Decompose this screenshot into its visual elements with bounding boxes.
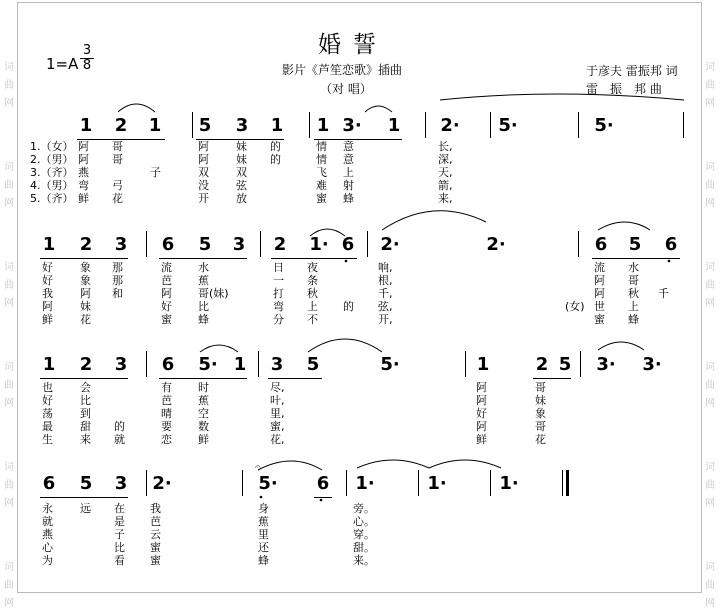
lyric: 的	[343, 300, 354, 313]
lyric: 看	[114, 554, 125, 567]
lyric: 花	[80, 313, 91, 326]
song-title: 婚誓	[318, 32, 388, 58]
tie	[429, 460, 501, 468]
lyric: 来。	[353, 554, 375, 567]
lyric: 鲜	[78, 192, 89, 205]
lyric: 上	[307, 300, 318, 313]
lyric: 芭	[150, 515, 161, 528]
slur	[365, 106, 392, 112]
note: 1	[148, 115, 162, 136]
watermark-char: 曲	[705, 180, 715, 191]
lyric: (女)	[565, 300, 585, 313]
lyric: 世	[594, 300, 605, 313]
lyric: 意	[343, 153, 354, 166]
time-signature-top: 3	[82, 43, 92, 58]
lyric: 远	[80, 502, 91, 515]
watermark-char: 词	[4, 362, 14, 373]
lyric: 弦	[236, 179, 247, 192]
tie	[357, 460, 429, 468]
slur	[310, 229, 345, 236]
lyric: 晴	[161, 407, 172, 420]
lyric: 秋	[307, 287, 318, 300]
lyric: 流	[161, 261, 172, 274]
lyric: 上	[343, 166, 354, 179]
watermark-char: 词	[705, 562, 715, 573]
credit-music: 雷 振 邦 曲	[586, 82, 662, 96]
lyric: 弓	[112, 179, 123, 192]
lyric: 上	[628, 300, 639, 313]
lyric: 叶,	[270, 394, 285, 407]
verse-marker: 4.（男）	[30, 179, 74, 192]
lyric: 蜜	[150, 554, 161, 567]
slur	[200, 345, 238, 352]
lyric: 蜜	[161, 313, 172, 326]
note: 2·	[380, 234, 400, 255]
lyric: 在	[114, 502, 125, 515]
note: 3·	[596, 354, 616, 375]
lyric: 蜜	[316, 192, 327, 205]
lyric: 水	[198, 261, 209, 274]
lyric: 我	[42, 287, 53, 300]
lyric: 好	[42, 274, 53, 287]
watermark-char: 曲	[4, 580, 14, 591]
watermark-char: 词	[4, 462, 14, 473]
lyric: 那	[112, 274, 123, 287]
lyric: 双	[198, 166, 209, 179]
note: 6	[161, 234, 175, 255]
lyric: 芭	[161, 274, 172, 287]
lyric: 根,	[378, 274, 393, 287]
fermata-mark: 𝄐	[255, 462, 261, 473]
lyric: 鲜	[476, 433, 487, 446]
lyric: 心	[42, 541, 53, 554]
watermark-char: 曲	[705, 380, 715, 391]
verse-marker: 3.（齐）	[30, 166, 74, 179]
lyric: 要	[161, 420, 172, 433]
lyric: 比	[198, 300, 209, 313]
note: 5	[198, 115, 212, 136]
lyric: 响,	[378, 261, 393, 274]
lyric: 恋	[161, 433, 172, 446]
note: 6	[42, 473, 56, 494]
watermark-char: 曲	[705, 580, 715, 591]
note: 3	[235, 115, 249, 136]
lyric: 比	[80, 394, 91, 407]
verse-marker: 5.（齐）	[30, 192, 74, 205]
lyric: 阿	[476, 381, 487, 394]
lyric: 妹	[535, 394, 546, 407]
lyric: 子	[150, 166, 161, 179]
lyric: 蜂	[198, 313, 209, 326]
lyric: 里,	[270, 407, 285, 420]
lyric: 阿	[78, 153, 89, 166]
watermark-char: 曲	[4, 280, 14, 291]
note: 1	[233, 354, 247, 375]
lyric: 为	[42, 554, 53, 567]
lyric: 芭	[161, 394, 172, 407]
lyric: 心。	[353, 515, 375, 528]
note: 1	[270, 115, 284, 136]
lyric: 阿	[476, 420, 487, 433]
lyric: 最	[42, 420, 53, 433]
lyric: 打	[273, 287, 284, 300]
watermark-char: 曲	[705, 80, 715, 91]
lyric: 来	[80, 433, 91, 446]
watermark-char: 曲	[4, 80, 14, 91]
lyric: 哥	[535, 381, 546, 394]
lyric: 弦,	[378, 300, 393, 313]
lyric: 子	[114, 528, 125, 541]
watermark-char: 词	[4, 162, 14, 173]
lyric: 蜂	[343, 192, 354, 205]
lyric: 和	[112, 287, 123, 300]
lyric: 那	[112, 261, 123, 274]
lyric: 条	[307, 274, 318, 287]
note: 3·	[342, 115, 362, 136]
note: 1·	[499, 473, 519, 494]
lyric: 飞	[316, 166, 327, 179]
lyric: 比	[114, 541, 125, 554]
lyric: 哥(妹)	[198, 287, 229, 300]
watermark-char: 网	[4, 398, 14, 409]
lyric: 哥	[535, 420, 546, 433]
lyric: 不	[307, 313, 318, 326]
lyric: 夜	[307, 261, 318, 274]
lyric: 到	[80, 407, 91, 420]
lyric: 阿	[198, 140, 209, 153]
lyric: 阿	[594, 287, 605, 300]
lyric: 哥	[628, 274, 639, 287]
lyric: 情	[316, 153, 327, 166]
lyric: 燕	[78, 166, 89, 179]
lyric: 尽,	[270, 381, 285, 394]
lyric: 弯	[78, 179, 89, 192]
watermark-char: 网	[4, 598, 14, 609]
lyric: 好	[476, 407, 487, 420]
note: 5·	[380, 354, 400, 375]
watermark-char: 词	[705, 162, 715, 173]
tie	[258, 461, 322, 470]
note: 1	[42, 354, 56, 375]
lyric: 阿	[594, 274, 605, 287]
watermark-char: 词	[4, 262, 14, 273]
watermark-char: 词	[705, 362, 715, 373]
lyric: 生	[42, 433, 53, 446]
note: 5	[558, 354, 572, 375]
note: 2·	[486, 234, 506, 255]
note: 3	[270, 354, 284, 375]
note: 1·	[427, 473, 447, 494]
lyric: 好	[42, 394, 53, 407]
note: 5	[198, 234, 212, 255]
lyric: 箭,	[438, 179, 453, 192]
watermark-char: 网	[705, 598, 715, 609]
lyric: 蜜	[150, 541, 161, 554]
verse-marker: 1.（女）	[30, 140, 74, 153]
lyric: 水	[628, 261, 639, 274]
watermark-char: 网	[705, 298, 715, 309]
watermark-char: 网	[705, 498, 715, 509]
note: 1	[387, 115, 401, 136]
note: 1	[79, 115, 93, 136]
note: 1	[316, 115, 330, 136]
lyric: 甜。	[353, 541, 375, 554]
lyric: 弯	[273, 300, 284, 313]
note: 5·	[594, 115, 614, 136]
watermark-char: 网	[4, 198, 14, 209]
lyric: 云	[150, 528, 161, 541]
lyric: 阿	[80, 287, 91, 300]
note: 6	[594, 234, 608, 255]
watermark-char: 网	[705, 198, 715, 209]
low-octave-dot	[668, 260, 671, 263]
lyric: 阿	[198, 153, 209, 166]
slur	[118, 104, 155, 112]
lyric: 燕	[42, 528, 53, 541]
lyric: 深,	[438, 153, 453, 166]
lyric: 身	[258, 502, 269, 515]
lyric: 还	[258, 541, 269, 554]
lyric: 旁。	[353, 502, 375, 515]
lyric: 的	[114, 420, 125, 433]
low-octave-dot	[345, 260, 348, 263]
watermark-char: 曲	[4, 480, 14, 491]
watermark-char: 网	[4, 98, 14, 109]
lyric: 双	[236, 166, 247, 179]
note: 3	[114, 473, 128, 494]
lyric: 放	[236, 192, 247, 205]
note: 5·	[198, 354, 218, 375]
note: 3	[114, 234, 128, 255]
lyric: 蕉	[198, 274, 209, 287]
key-signature: 1=A	[46, 55, 79, 73]
note: 6	[664, 234, 678, 255]
lyric: 日	[273, 261, 284, 274]
lyric: 的	[270, 153, 281, 166]
lyric: 千,	[378, 287, 393, 300]
lyric: 里	[258, 528, 269, 541]
watermark-char: 曲	[705, 280, 715, 291]
lyric: 花,	[270, 433, 285, 446]
note: 2	[535, 354, 549, 375]
lyric: 蕉	[198, 394, 209, 407]
lyric: 妹	[236, 140, 247, 153]
lyric: 就	[114, 433, 125, 446]
watermark-char: 词	[4, 562, 14, 573]
lyric: 分	[273, 313, 284, 326]
lyric: 妹	[80, 300, 91, 313]
lyric: 时	[198, 381, 209, 394]
lyric: 没	[198, 179, 209, 192]
lyric: 秋	[628, 287, 639, 300]
lyric: 蜂	[258, 554, 269, 567]
note: 5·	[258, 473, 278, 494]
verse-marker: 2.（男）	[30, 153, 74, 166]
lyric: 就	[42, 515, 53, 528]
watermark-char: 网	[705, 98, 715, 109]
note: 6	[341, 234, 355, 255]
lyric: 蕉	[258, 515, 269, 528]
lyric: 我	[150, 502, 161, 515]
lyric: 阿	[78, 140, 89, 153]
note: 5	[79, 473, 93, 494]
watermark-char: 词	[705, 62, 715, 73]
lyric: 哥	[112, 153, 123, 166]
lyric: 荡	[42, 407, 53, 420]
low-octave-dot	[320, 499, 323, 502]
lyric: 情	[316, 140, 327, 153]
lyric: 会	[80, 381, 91, 394]
lyric: 妹	[236, 153, 247, 166]
lyric: 阿	[476, 394, 487, 407]
tie	[598, 222, 650, 230]
lyric: 千	[658, 287, 669, 300]
lyric: 数	[198, 420, 209, 433]
note: 3	[114, 354, 128, 375]
lyric: 甜	[80, 420, 91, 433]
time-signature-bottom: 8	[80, 58, 94, 73]
watermark-char: 曲	[705, 480, 715, 491]
note: 5	[306, 354, 320, 375]
note: 2	[79, 234, 93, 255]
lyric: 开	[198, 192, 209, 205]
note: 1·	[355, 473, 375, 494]
note: 2	[114, 115, 128, 136]
lyric: 流	[594, 261, 605, 274]
lyric: 阿	[161, 287, 172, 300]
watermark-char: 网	[705, 398, 715, 409]
film-subtitle: 影片《芦笙恋歌》插曲	[282, 63, 403, 77]
watermark-char: 网	[4, 298, 14, 309]
slur	[598, 342, 644, 350]
lyric: 是	[114, 515, 125, 528]
lyric: 天,	[438, 166, 453, 179]
tie	[308, 339, 382, 352]
note: 1·	[309, 234, 329, 255]
note: 6	[316, 473, 330, 494]
lyric: 象	[80, 261, 91, 274]
lyric: 空	[198, 407, 209, 420]
lyric: 难	[316, 179, 327, 192]
low-octave-dot	[260, 496, 263, 499]
note: 2·	[440, 115, 460, 136]
note: 6	[161, 354, 175, 375]
lyric: 象	[535, 407, 546, 420]
note: 2·	[152, 473, 172, 494]
credit-lyrics: 于彦夫 雷振邦 词	[586, 64, 678, 78]
singing-note: （对 唱）	[320, 82, 372, 96]
lyric: 蜂	[628, 313, 639, 326]
lyric: 的	[270, 140, 281, 153]
watermark-char: 词	[705, 462, 715, 473]
note: 3·	[642, 354, 662, 375]
watermark-char: 网	[4, 498, 14, 509]
note: 5·	[498, 115, 518, 136]
lyric: 好	[42, 261, 53, 274]
lyric: 穿。	[353, 528, 375, 541]
lyric: 来,	[438, 192, 453, 205]
note: 1	[42, 234, 56, 255]
lyric: 花	[535, 433, 546, 446]
note: 1	[476, 354, 490, 375]
lyric: 哥	[112, 140, 123, 153]
watermark-char: 曲	[4, 180, 14, 191]
lyric: 射	[343, 179, 354, 192]
note: 2	[273, 234, 287, 255]
tie	[440, 94, 684, 100]
lyric: 长,	[438, 140, 453, 153]
lyric: 意	[343, 140, 354, 153]
watermark-char: 词	[705, 262, 715, 273]
note: 5	[628, 234, 642, 255]
lyric: 蜜,	[270, 420, 285, 433]
lyric: 象	[80, 274, 91, 287]
watermark-char: 曲	[4, 380, 14, 391]
tie	[382, 211, 486, 230]
lyric: 有	[161, 381, 172, 394]
note: 2	[79, 354, 93, 375]
lyric: 鲜	[42, 313, 53, 326]
lyric: 永	[42, 502, 53, 515]
lyric: 阿	[42, 300, 53, 313]
lyric: 鲜	[198, 433, 209, 446]
lyric: 蜜	[594, 313, 605, 326]
note: 3	[232, 234, 246, 255]
lyric: 开,	[378, 313, 393, 326]
lyric: 也	[42, 381, 53, 394]
lyric: 一	[273, 274, 284, 287]
lyric: 花	[112, 192, 123, 205]
lyric: 好	[161, 300, 172, 313]
watermark-char: 词	[4, 62, 14, 73]
